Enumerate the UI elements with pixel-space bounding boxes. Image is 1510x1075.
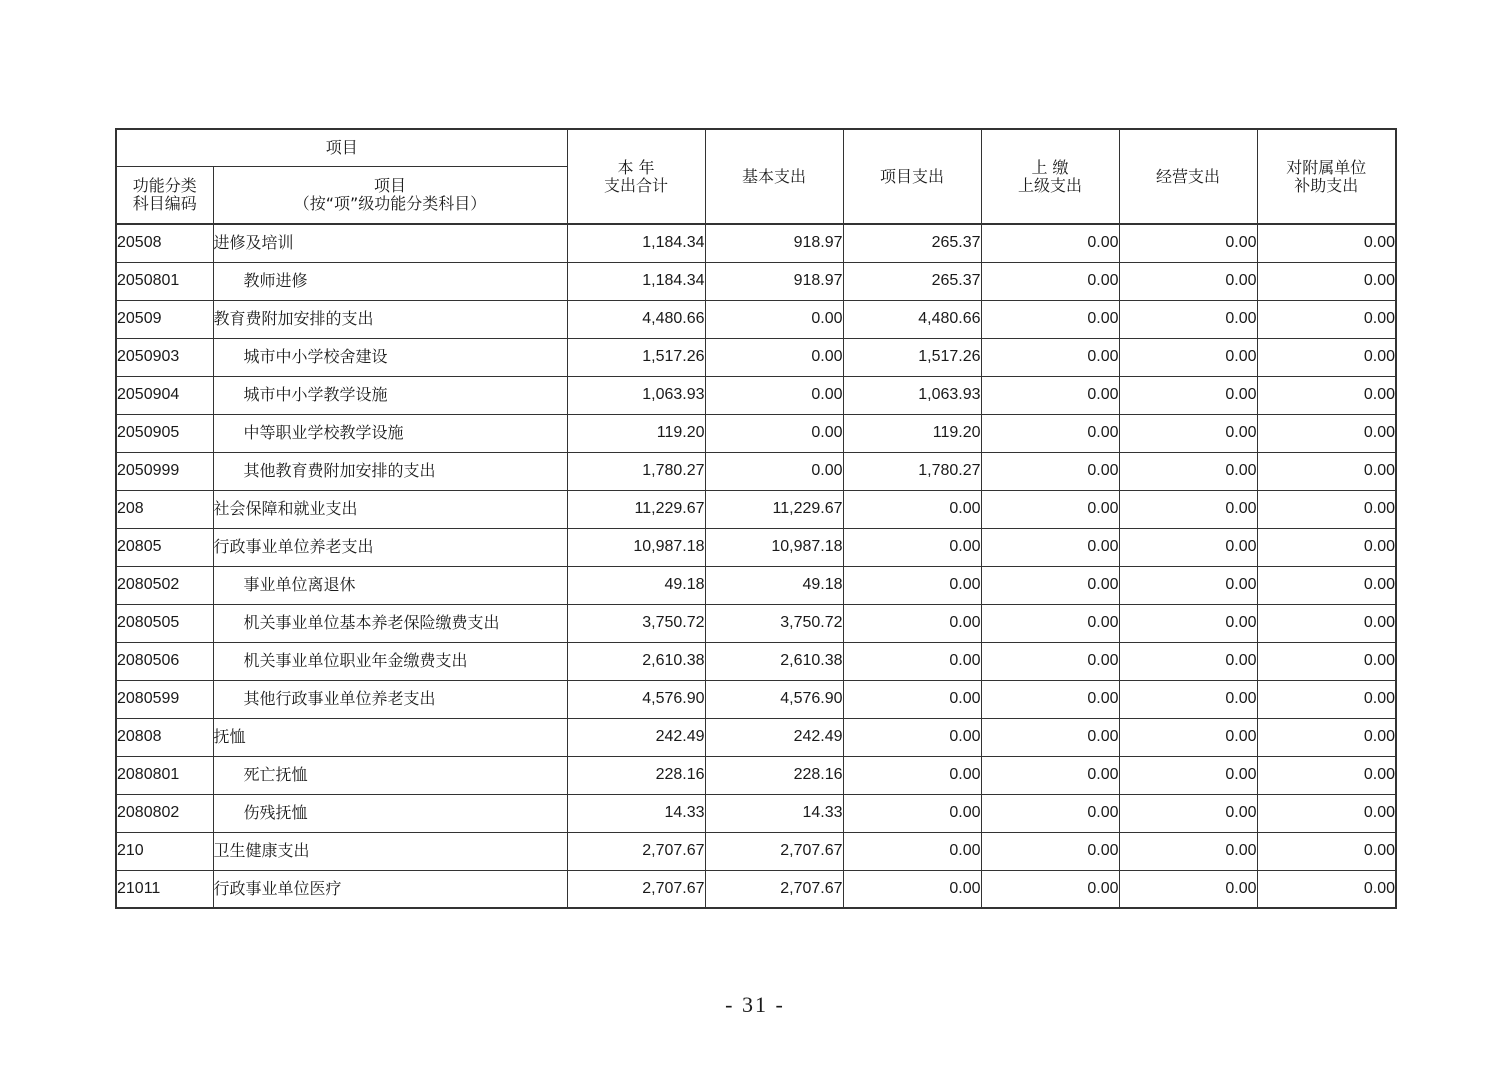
cell-name: 其他教育费附加安排的支出 bbox=[213, 452, 567, 490]
cell-total: 49.18 bbox=[567, 566, 705, 604]
cell-subsidy: 0.00 bbox=[1257, 338, 1396, 376]
table-row bbox=[116, 376, 1396, 414]
cell-total: 4,576.90 bbox=[567, 680, 705, 718]
table-row bbox=[116, 604, 1396, 642]
cell-total: 2,610.38 bbox=[567, 642, 705, 680]
cell-basic: 0.00 bbox=[705, 414, 843, 452]
cell-operating: 0.00 bbox=[1119, 832, 1257, 870]
cell-total: 119.20 bbox=[567, 414, 705, 452]
cell-operating: 0.00 bbox=[1119, 300, 1257, 338]
cell-project: 1,063.93 bbox=[843, 376, 981, 414]
header-code bbox=[116, 167, 213, 225]
cell-project: 4,480.66 bbox=[843, 300, 981, 338]
cell-operating: 0.00 bbox=[1119, 604, 1257, 642]
cell-total: 1,184.34 bbox=[567, 224, 705, 262]
header-total-line2: 支出合计 bbox=[604, 175, 669, 195]
cell-name: 伤残抚恤 bbox=[213, 794, 567, 832]
cell-basic: 918.97 bbox=[705, 224, 843, 262]
cell-code: 20509 bbox=[116, 300, 213, 338]
cell-upper: 0.00 bbox=[981, 262, 1119, 300]
cell-project: 1,780.27 bbox=[843, 452, 981, 490]
cell-project: 0.00 bbox=[843, 566, 981, 604]
cell-upper: 0.00 bbox=[981, 566, 1119, 604]
header-name-line1: 项目 bbox=[374, 176, 407, 195]
cell-total: 1,184.34 bbox=[567, 262, 705, 300]
table-row bbox=[116, 832, 1396, 870]
table-row bbox=[116, 300, 1396, 338]
table-body bbox=[116, 224, 1396, 908]
cell-subsidy: 0.00 bbox=[1257, 262, 1396, 300]
cell-code: 210 bbox=[116, 832, 213, 870]
cell-basic: 0.00 bbox=[705, 338, 843, 376]
cell-code: 2050904 bbox=[116, 376, 213, 414]
cell-project: 0.00 bbox=[843, 718, 981, 756]
cell-name: 卫生健康支出 bbox=[213, 832, 567, 870]
cell-basic: 0.00 bbox=[705, 376, 843, 414]
cell-project: 265.37 bbox=[843, 224, 981, 262]
header-name-line2: （按“项”级功能分类科目） bbox=[293, 194, 487, 213]
cell-total: 2,707.67 bbox=[567, 870, 705, 908]
cell-code: 2050905 bbox=[116, 414, 213, 452]
cell-upper: 0.00 bbox=[981, 718, 1119, 756]
cell-operating: 0.00 bbox=[1119, 414, 1257, 452]
cell-code: 20805 bbox=[116, 528, 213, 566]
cell-upper: 0.00 bbox=[981, 414, 1119, 452]
cell-upper: 0.00 bbox=[981, 490, 1119, 528]
header-total bbox=[567, 129, 705, 224]
table-row bbox=[116, 680, 1396, 718]
cell-upper: 0.00 bbox=[981, 376, 1119, 414]
header-subsidy-line1: 对附属单位 bbox=[1286, 157, 1367, 177]
cell-subsidy: 0.00 bbox=[1257, 300, 1396, 338]
cell-total: 1,063.93 bbox=[567, 376, 705, 414]
cell-operating: 0.00 bbox=[1119, 794, 1257, 832]
cell-name: 中等职业学校教学设施 bbox=[213, 414, 567, 452]
cell-total: 2,707.67 bbox=[567, 832, 705, 870]
cell-name: 其他行政事业单位养老支出 bbox=[213, 680, 567, 718]
table-row bbox=[116, 528, 1396, 566]
cell-basic: 0.00 bbox=[705, 300, 843, 338]
cell-operating: 0.00 bbox=[1119, 452, 1257, 490]
cell-subsidy: 0.00 bbox=[1257, 756, 1396, 794]
cell-subsidy: 0.00 bbox=[1257, 604, 1396, 642]
header-item-group: 项目 bbox=[116, 129, 567, 167]
cell-total: 10,987.18 bbox=[567, 528, 705, 566]
cell-name: 机关事业单位职业年金缴费支出 bbox=[213, 642, 567, 680]
cell-upper: 0.00 bbox=[981, 604, 1119, 642]
cell-basic: 918.97 bbox=[705, 262, 843, 300]
cell-basic: 2,707.67 bbox=[705, 870, 843, 908]
table-header bbox=[116, 129, 1396, 224]
table-row bbox=[116, 224, 1396, 262]
cell-subsidy: 0.00 bbox=[1257, 566, 1396, 604]
cell-project: 119.20 bbox=[843, 414, 981, 452]
header-project: 项目支出 bbox=[843, 129, 981, 224]
cell-total: 14.33 bbox=[567, 794, 705, 832]
cell-operating: 0.00 bbox=[1119, 680, 1257, 718]
cell-subsidy: 0.00 bbox=[1257, 870, 1396, 908]
cell-operating: 0.00 bbox=[1119, 870, 1257, 908]
header-subsidy bbox=[1257, 129, 1396, 224]
cell-upper: 0.00 bbox=[981, 756, 1119, 794]
cell-code: 2080802 bbox=[116, 794, 213, 832]
cell-project: 0.00 bbox=[843, 528, 981, 566]
cell-name: 机关事业单位基本养老保险缴费支出 bbox=[213, 604, 567, 642]
header-total-line1: 本 年 bbox=[617, 157, 655, 177]
cell-project: 265.37 bbox=[843, 262, 981, 300]
cell-code: 21011 bbox=[116, 870, 213, 908]
cell-total: 4,480.66 bbox=[567, 300, 705, 338]
cell-code: 2080801 bbox=[116, 756, 213, 794]
cell-code: 2080502 bbox=[116, 566, 213, 604]
table-row bbox=[116, 262, 1396, 300]
header-basic: 基本支出 bbox=[705, 129, 843, 224]
header-upper-line1: 上 缴 bbox=[1031, 157, 1069, 177]
cell-name: 城市中小学教学设施 bbox=[213, 376, 567, 414]
header-upper-line2: 上级支出 bbox=[1018, 175, 1083, 195]
cell-basic: 228.16 bbox=[705, 756, 843, 794]
cell-project: 0.00 bbox=[843, 832, 981, 870]
cell-name: 教育费附加安排的支出 bbox=[213, 300, 567, 338]
cell-upper: 0.00 bbox=[981, 300, 1119, 338]
header-subsidy-line2: 补助支出 bbox=[1294, 175, 1359, 195]
cell-name: 社会保障和就业支出 bbox=[213, 490, 567, 528]
cell-code: 20808 bbox=[116, 718, 213, 756]
header-code-line2: 科目编码 bbox=[132, 194, 197, 213]
cell-project: 0.00 bbox=[843, 794, 981, 832]
cell-basic: 11,229.67 bbox=[705, 490, 843, 528]
table-row bbox=[116, 566, 1396, 604]
cell-operating: 0.00 bbox=[1119, 566, 1257, 604]
cell-upper: 0.00 bbox=[981, 832, 1119, 870]
cell-subsidy: 0.00 bbox=[1257, 794, 1396, 832]
table-row bbox=[116, 414, 1396, 452]
cell-project: 0.00 bbox=[843, 490, 981, 528]
cell-operating: 0.00 bbox=[1119, 338, 1257, 376]
cell-operating: 0.00 bbox=[1119, 224, 1257, 262]
cell-total: 3,750.72 bbox=[567, 604, 705, 642]
cell-project: 0.00 bbox=[843, 756, 981, 794]
cell-name: 抚恤 bbox=[213, 718, 567, 756]
table-row bbox=[116, 338, 1396, 376]
cell-subsidy: 0.00 bbox=[1257, 832, 1396, 870]
cell-subsidy: 0.00 bbox=[1257, 528, 1396, 566]
cell-basic: 2,610.38 bbox=[705, 642, 843, 680]
cell-total: 1,780.27 bbox=[567, 452, 705, 490]
cell-code: 2080505 bbox=[116, 604, 213, 642]
table-row bbox=[116, 642, 1396, 680]
cell-subsidy: 0.00 bbox=[1257, 452, 1396, 490]
cell-subsidy: 0.00 bbox=[1257, 680, 1396, 718]
cell-operating: 0.00 bbox=[1119, 756, 1257, 794]
cell-total: 11,229.67 bbox=[567, 490, 705, 528]
cell-code: 2080506 bbox=[116, 642, 213, 680]
cell-project: 1,517.26 bbox=[843, 338, 981, 376]
cell-basic: 49.18 bbox=[705, 566, 843, 604]
cell-project: 0.00 bbox=[843, 680, 981, 718]
cell-code: 2080599 bbox=[116, 680, 213, 718]
cell-basic: 0.00 bbox=[705, 452, 843, 490]
table-row bbox=[116, 870, 1396, 908]
expenditure-table bbox=[115, 128, 1397, 909]
cell-total: 228.16 bbox=[567, 756, 705, 794]
table-row bbox=[116, 794, 1396, 832]
header-name bbox=[213, 167, 567, 225]
cell-upper: 0.00 bbox=[981, 680, 1119, 718]
cell-upper: 0.00 bbox=[981, 224, 1119, 262]
header-upper bbox=[981, 129, 1119, 224]
header-operating: 经营支出 bbox=[1119, 129, 1257, 224]
table-row bbox=[116, 756, 1396, 794]
cell-subsidy: 0.00 bbox=[1257, 642, 1396, 680]
cell-code: 2050801 bbox=[116, 262, 213, 300]
cell-basic: 3,750.72 bbox=[705, 604, 843, 642]
cell-code: 20508 bbox=[116, 224, 213, 262]
cell-name: 死亡抚恤 bbox=[213, 756, 567, 794]
cell-subsidy: 0.00 bbox=[1257, 224, 1396, 262]
cell-operating: 0.00 bbox=[1119, 490, 1257, 528]
cell-operating: 0.00 bbox=[1119, 528, 1257, 566]
cell-project: 0.00 bbox=[843, 870, 981, 908]
table-row bbox=[116, 452, 1396, 490]
cell-upper: 0.00 bbox=[981, 452, 1119, 490]
cell-project: 0.00 bbox=[843, 642, 981, 680]
cell-subsidy: 0.00 bbox=[1257, 490, 1396, 528]
cell-total: 242.49 bbox=[567, 718, 705, 756]
cell-upper: 0.00 bbox=[981, 870, 1119, 908]
cell-upper: 0.00 bbox=[981, 794, 1119, 832]
cell-basic: 10,987.18 bbox=[705, 528, 843, 566]
cell-name: 教师进修 bbox=[213, 262, 567, 300]
cell-operating: 0.00 bbox=[1119, 262, 1257, 300]
cell-basic: 2,707.67 bbox=[705, 832, 843, 870]
cell-subsidy: 0.00 bbox=[1257, 376, 1396, 414]
cell-code: 208 bbox=[116, 490, 213, 528]
cell-name: 行政事业单位养老支出 bbox=[213, 528, 567, 566]
cell-upper: 0.00 bbox=[981, 338, 1119, 376]
cell-upper: 0.00 bbox=[981, 642, 1119, 680]
cell-project: 0.00 bbox=[843, 604, 981, 642]
table-row bbox=[116, 490, 1396, 528]
table-row bbox=[116, 718, 1396, 756]
header-code-line1: 功能分类 bbox=[132, 176, 197, 195]
cell-code: 2050903 bbox=[116, 338, 213, 376]
cell-subsidy: 0.00 bbox=[1257, 414, 1396, 452]
cell-operating: 0.00 bbox=[1119, 376, 1257, 414]
cell-name: 事业单位离退休 bbox=[213, 566, 567, 604]
cell-basic: 242.49 bbox=[705, 718, 843, 756]
cell-operating: 0.00 bbox=[1119, 642, 1257, 680]
cell-code: 2050999 bbox=[116, 452, 213, 490]
cell-total: 1,517.26 bbox=[567, 338, 705, 376]
page-number: - 31 - bbox=[725, 992, 785, 1017]
cell-basic: 14.33 bbox=[705, 794, 843, 832]
cell-name: 行政事业单位医疗 bbox=[213, 870, 567, 908]
cell-basic: 4,576.90 bbox=[705, 680, 843, 718]
cell-name: 进修及培训 bbox=[213, 224, 567, 262]
cell-operating: 0.00 bbox=[1119, 718, 1257, 756]
cell-subsidy: 0.00 bbox=[1257, 718, 1396, 756]
cell-name: 城市中小学校舍建设 bbox=[213, 338, 567, 376]
cell-upper: 0.00 bbox=[981, 528, 1119, 566]
